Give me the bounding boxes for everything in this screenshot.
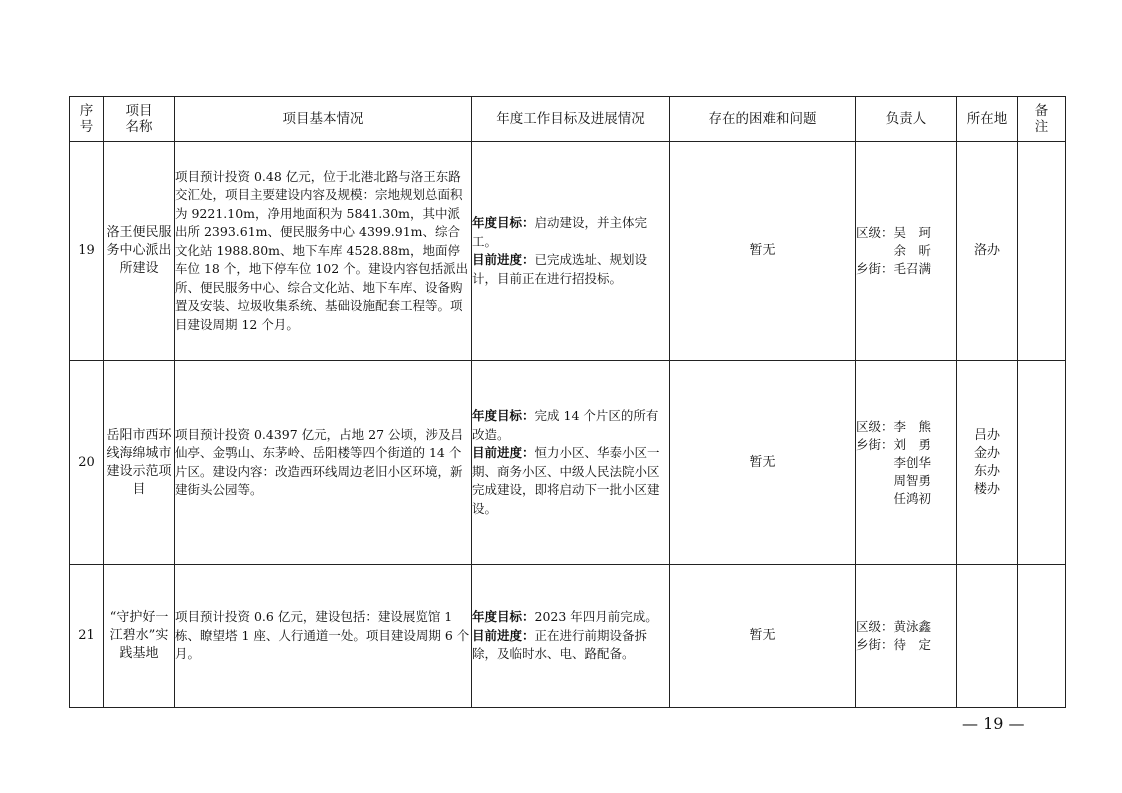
table-row <box>70 361 1066 565</box>
responsible-line: 区级：李 熊 <box>856 418 932 434</box>
header-row <box>70 97 1066 142</box>
row-problem: 暂无 <box>670 142 856 361</box>
goal-text: 2023 年四月前完成。 <box>534 609 658 625</box>
row-goal-progress <box>472 361 670 565</box>
location-line: 东办 <box>973 463 1000 479</box>
row-problem: 暂无 <box>670 361 856 565</box>
progress-text: 正在进行前期设备拆除，及临时水、电、路配备。 <box>472 627 648 662</box>
location-line: 吕办 <box>973 427 1000 443</box>
row-responsible <box>856 142 957 361</box>
responsible-line: 周智勇 <box>856 472 932 488</box>
row-note <box>1018 361 1066 565</box>
location-line: 洛办 <box>973 243 1000 258</box>
row-note <box>1018 142 1066 361</box>
row-basic-info: 项目预计投资 0.48 亿元，位于北港北路与洛王东路交汇处，项目主要建设内容及规模：宗地规划总面积为 9221.10m，净用地面积为 5841.30m，其中派出所 2393.61m、便民服务中心 4399.91m、综合文化站 1988.80m、地下车库 4528.88m，地面停车位 18 个，地下停车位 102 个。建设内容包括派出所、便民服务中心、综合文化站、地下车库、设备购置及安装、垃圾收集系统、基础设施配套工程等。项目建设周期 12 个月。 <box>175 142 472 361</box>
row-problem: 暂无 <box>670 565 856 708</box>
row-project-name: 岳阳市西环线海绵城市建设示范项目 <box>104 361 175 565</box>
header-basic: 项目基本情况 <box>175 97 472 142</box>
goal-label: 年度目标： <box>472 609 535 625</box>
responsible-line: 任鸿初 <box>856 490 932 506</box>
row-seq: 19 <box>70 142 104 361</box>
progress-text: 已完成选址、规划设计，目前正在进行招投标。 <box>472 252 648 286</box>
row-location <box>957 142 1018 361</box>
header-seq: 序号 <box>70 97 104 142</box>
row-project-name: “守护好一江碧水”实践基地 <box>104 565 175 708</box>
header-resp: 负责人 <box>856 97 957 142</box>
row-responsible <box>856 361 957 565</box>
row-location <box>957 565 1018 708</box>
header-problem: 存在的困难和问题 <box>670 97 856 142</box>
row-basic-info: 项目预计投资 0.6 亿元，建设包括：建设展览馆 1 栋、瞭望塔 1 座、人行通道一处。项目建设周期 6 个月。 <box>175 565 472 708</box>
progress-text: 恒力小区、华泰小区一期、商务小区、中级人民法院小区完成建设，即将启动下一批小区建设。 <box>472 445 660 516</box>
header-goal: 年度工作目标及进展情况 <box>472 97 670 142</box>
row-responsible <box>856 565 957 708</box>
table-row <box>70 565 1066 708</box>
project-table <box>69 96 1066 708</box>
header-loc: 所在地 <box>957 97 1018 142</box>
responsible-line: 区级：黄泳鑫 <box>856 619 932 634</box>
responsible-line: 区级：吴 珂 <box>856 225 932 240</box>
row-goal-progress <box>472 565 670 708</box>
progress-label: 目前进度： <box>472 252 535 267</box>
table-row <box>70 142 1066 361</box>
goal-text: 完成 14 个片区的所有改造。 <box>472 408 659 442</box>
page-number: — 19 — <box>962 714 1025 733</box>
goal-label: 年度目标： <box>472 215 535 230</box>
row-note <box>1018 565 1066 708</box>
responsible-line: 乡街：刘 勇 <box>856 436 932 452</box>
row-seq: 20 <box>70 361 104 565</box>
goal-text: 启动建设，并主体完工。 <box>472 215 648 249</box>
header-note: 备注 <box>1018 97 1066 142</box>
responsible-line: 李创华 <box>856 454 932 470</box>
row-project-name: 洛王便民服务中心派出所建设 <box>104 142 175 361</box>
responsible-line: 余 昕 <box>856 243 932 258</box>
responsible-line: 乡街：待 定 <box>856 637 932 652</box>
row-goal-progress <box>472 142 670 361</box>
header-name: 项目名称 <box>104 97 175 142</box>
row-location <box>957 361 1018 565</box>
progress-label: 目前进度： <box>472 627 535 643</box>
location-line: 金办 <box>973 445 1000 461</box>
row-basic-info: 项目预计投资 0.4397 亿元，占地 27 公顷，涉及吕仙亭、金鹗山、东茅岭、岳阳楼等四个街道的 14 个片区。建设内容：改造西环线周边老旧小区环境，新建街头公园等。 <box>175 361 472 565</box>
goal-label: 年度目标： <box>472 408 535 423</box>
location-line: 楼办 <box>973 481 1000 497</box>
progress-label: 目前进度： <box>472 445 535 460</box>
responsible-line: 乡街：毛召满 <box>856 261 932 276</box>
row-seq: 21 <box>70 565 104 708</box>
